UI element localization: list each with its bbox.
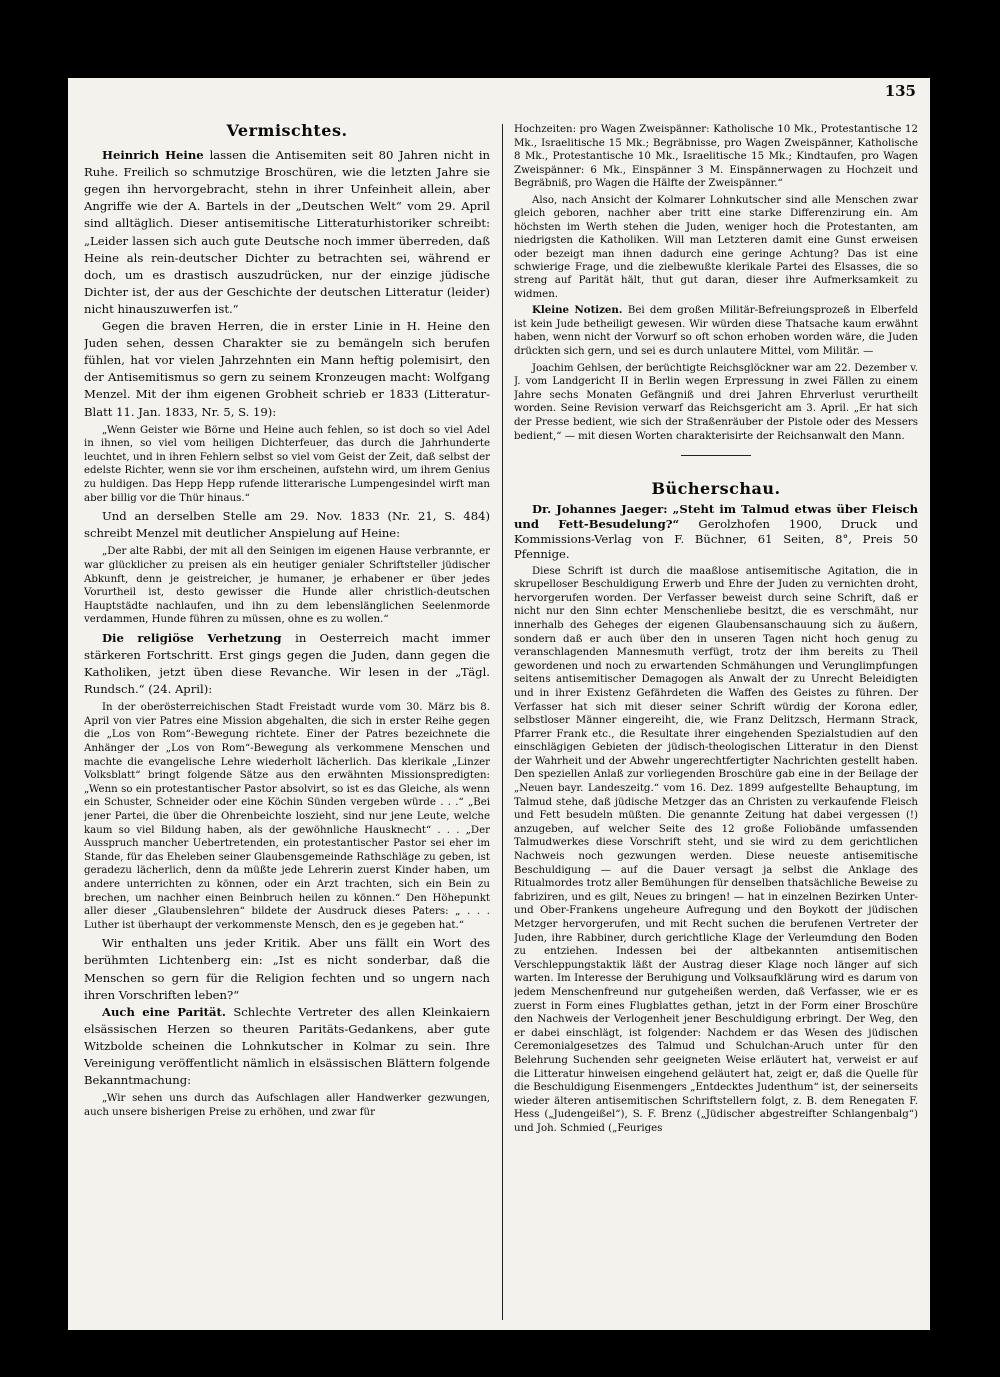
left-paragraph-text: in Oesterreich macht immer stärkeren Fortschritt. Erst gings gegen die Juden, dann gegen die Katholiken, jetzt üben diese Revanche. Wir lesen in der „Tägl. Rundsch.“ (24. April): xyxy=(84,630,490,697)
newspaper-page xyxy=(68,78,930,1330)
left-column-body xyxy=(84,147,490,1119)
left-paragraph-text: Wir enthalten uns jeder Kritik. Aber uns fällt ein Wort des berühmten Lichtenberg ein: „Ist es nicht sonderbar, daß die Menschen so gern für die Religion fechten und so ungern nach ihren Vorschriften leben?“ xyxy=(84,936,490,1002)
left-paragraph xyxy=(84,1004,490,1089)
book-review: Diese Schrift ist durch die maaßlose antisemitische Agitation, die in skrupelloser Beschuldigung Erwerb und Ehre der Juden zu vernichten droht, hervorgerufen worden. Der Verfasser beweist durch seine Schrift, daß er nicht nur den Sinn echter Menschenliebe besitzt, die es verschmäht, nur innerhalb des Geheges der eigenen Glaubensanschauung sich zu äußern, sondern daß er auch über den in unseren Tagen nicht hoch genug zu veranschlagenden Mannesmuth verfügt, trotz der ihm bereits zu Theil gewordenen und noch zu erwartenden Schmähungen und Verunglimpfungen seitens antisemitischer Demagogen als Anwalt der zu Unrecht Beleidigten und in ihrer Existenz Gefährdeten die Waffen des Geistes zu führen. Der Verfasser hat sich mit dieser seiner Schrift würdig der Korona edler, selbstloser Männer eingereiht, die, wie Franz Delitzsch, Hermann Strack, Pfarrer Frank etc., die Resultate ihrer eingehenden Spezialstudien auf den einschlägigen Gebieten der jüdisch-theologischen Litteratur in den Dienst der Wahrheit und der Abwehr ungerechtfertigter Nachrichten gestellt haben. Den speziellen Anlaß zur vorliegenden Broschüre gab eine in der Beilage der „Neuen bayr. Landeszeitg.“ vom 16. Dez. 1899 aufgestellte Behauptung, im Talmud stehe, daß jüdische Metzger das an Christen zu verkaufende Fleisch und Fett besudeln müßten. Die genannte Zeitung hat dabei vergessen (!) anzugeben, auf welcher Seite des 12 große Foliobände umfassenden Talmudwerkes diese Vorschrift steht, und sie wird zu dem gerichtlichen Nachweis noch gezwungen werden. Diese neueste antisemitische Beschuldigung — auf die Dauer versagt ja selbst die Anklage des Ritualmordes trotz aller Bemühungen für denselben thatsächliche Beweise zu fabriziren, und es gilt, Neues zu bringen! — hat in einzelnen Bezirken Unter- und Ober-Frankens ungeheure Aufregung und den Boykott der jüdischen Metzger hervorgerufen, und mit Recht suchen die berufenen Vertreter der Juden, ihre Rabbiner, durch gerichtliche Klage der Verleumdung den Boden zu entziehen. Indessen bei der altbekannten antisemitischen Verschleppungstaktik läßt der Austrag dieser Klage noch länger auf sich warten. Im Interesse der Beruhigung und Volksaufklärung wird es darum von jedem Menschenfreund nur gutgeheißen werden, daß Verfasser, wie er es zuerst in Form eines Flugblattes gethan, jetzt in der Form einer Broschüre den Nachweis der Verlogenheit jener Beschuldigung erbringt. Der Weg, den er dabei einschlägt, ist folgender: Nachdem er das Wesen des jüdischen Ceremonialgesetzes des Talmud und Schulchan-Aruch unter für den Belehrung Suchenden sehr geeigneten Weise erläutert hat, verweist er auf die Litteratur hinweisen eingehend geläutert hat, zeigt er, daß die Quelle für die Beschuldigung Eisenmengers „Entdecktes Judenthum“ ist, der seinerseits wieder älteren antisemitischen Schriftstellern folgt, z. B. dem Renegaten F. Hess („Judengeißel“), S. F. Brenz („Jüdischer abgestreifter Schlangenbalg“) und Joh. Schmied („Feuriges xyxy=(514,565,918,1134)
left-paragraph-text: „Wir sehen uns durch das Aufschlagen aller Handwerker gezwungen, auch unsere bisherigen Preise zu erhöhen, und zwar für xyxy=(84,1093,490,1118)
left-paragraph-text: „Der alte Rabbi, der mit all den Seinigen im eigenen Hause verbrannte, er war glücklicher zu preisen als ein heutiger genialer Schriftsteller jüdischer Abkunft, denn je geistreicher, je humaner, je erhabener er über jedes Vorurtheil ist, desto gewisser die Hunde aller christlich-deutschen Hauptstädte nachlaufen, und ihn zu dem lebenslänglichen Seelenmorde verdammen, Hunde führen zu müssen, ohne es zu wollen.“ xyxy=(84,546,490,626)
right-paragraph-text: Joachim Gehlsen, der berüchtigte Reichsglöckner war am 22. Dezember v. J. vom Landgericht II in Berlin wegen Erpressung in zwei Fällen zu einem Jahre sechs Monaten Gefängniß und drei Jahren Ehrverlust verurtheilt worden. Seine Revision verwarf das Reichsgericht am 3. April. „Er hat sich der Presse bedient, wie sich der Straßenräuber der Pistole oder des Messers bedient,“ — mit diesen Worten charakterisirte der Reichsanwalt den Mann. xyxy=(514,362,918,442)
left-paragraph-lead: Die religiöse Verhetzung xyxy=(102,630,296,645)
right-paragraph-text: Hochzeiten: pro Wagen Zweispänner: Katholische 10 Mk., Protestantische 12 Mk., Israelitische 15 Mk.; Begräbnisse, pro Wagen Zweispänner, Katholische 8 Mk., Protestantische 10 Mk., Israelitische 15 Mk.; Kindtaufen, pro Wagen Zweispänner: 6 Mk., Einspänner 3 M. Einspännerwagen zu Hochzeit und Begräbniß, pro Wagen die Hälfte der Zweispänner.“ xyxy=(514,124,918,190)
right-paragraph xyxy=(514,362,918,444)
right-paragraph-text: Bei dem großen Militär-Befreiungsprozeß in Elberfeld ist kein Jude betheiligt gewesen. Wir würden diese Thatsache kaum erwähnt haben, wenn nicht der Vorwurf so oft schon erhoben worden wäre, die Juden drückten sich gern, und sei es durch unlautere Mittel, vom Militär. — xyxy=(514,305,918,357)
left-paragraph-lead: Auch eine Parität. xyxy=(102,1004,234,1019)
left-paragraph xyxy=(84,508,490,542)
right-column-top xyxy=(514,123,918,443)
left-paragraph-text: In der oberösterreichischen Stadt Freistadt wurde vom 30. März bis 8. April von vier Patres eine Mission abgehalten, die sich in erster Reihe gegen die „Los von Rom“-Bewegung richtete. Einer der Patres bezeichnete die Anhänger der „Los von Rom“-Bewegung als verkommene Menschen und machte die evangelische Lehre wiederholt lächerlich. Das klerikale „Linzer Volksblatt“ bringt folgende Sätze aus den erwähnten Missionspredigten: „Wenn so ein protestantischer Pastor absolvirt, so ist es das Gleiche, als wenn ein Schuster, Schneider oder eine Köchin Sünden vergeben würde . . .“ „Bei jener Partei, die über die Ohrenbeichte loszieht, sind nur jene Leute, welche kaum so viel Bildung haben, als der gewöhnliche Hausknecht“ . . . „Der Ausspruch mancher Uebertretenden, ein protestantischer Pastor sei eher im Stande, für das Eheleben seiner Glaubensgemeinde Rathschläge zu geben, ist geradezu lächerlich, denn da müßte jede Lehrerin zuerst Kinder haben, um andere unterrichten zu können, oder ein Arzt trachten, sich ein Bein zu brechen, um nachher einen Beinbruch heilen zu können.“ Den Höhepunkt aller dieser „Glaubenslehren“ bildete der Ausdruck dieses Paters: „ . . . Luther ist überhaupt der verkommenste Mensch, den es je gegeben hat.“ xyxy=(84,702,490,931)
left-paragraph xyxy=(84,318,490,421)
left-paragraph xyxy=(84,147,490,318)
left-paragraph-lead: Heinrich Heine xyxy=(102,148,210,163)
section-title-vermischtes: Vermischtes. xyxy=(226,122,348,140)
column-divider xyxy=(502,124,503,1320)
book-heading-title: Dr. Johannes Jaeger: „Steht im Talmud etwas über Fleisch und Fett-Besudelung?“ xyxy=(514,501,918,531)
left-paragraph-text: Gegen die braven Herren, die in erster Linie in H. Heine den Juden sehen, dessen Charakter sie zu bemängeln sich berufen fühlen, hat vor vielen Jahrzehnten ein Mann heftig polemisirt, den der Antisemitismus so gern zu seinem Kronzeugen macht: Wolfgang Menzel. Mit der ihm eigenen Grobheit schrieb er 1833 (Litteratur-Blatt 11. Jan. 1833, Nr. 5, S. 19): xyxy=(84,319,490,419)
left-column xyxy=(84,122,490,1322)
right-column xyxy=(514,120,918,1322)
left-paragraph xyxy=(84,424,490,506)
book-heading xyxy=(514,502,918,562)
left-paragraph xyxy=(84,935,490,1003)
right-paragraph-text: Also, nach Ansicht der Kolmarer Lohnkutscher sind alle Menschen zwar gleich geboren, nachher aber tritt eine starke Differenzirung ein. Am höchsten im Werth stehen die Juden, weniger hoch die Protestanten, am niedrigsten die Katholiken. Will man Letzteren damit eine Gunst erweisen oder bezeigt man ihnen dadurch eine geringe Achtung? Das ist eine schwierige Frage, und die zielbewußte klerikale Partei des Elsasses, die so streng auf Parität hält, thut gut daran, dieser ihre Aufmerksamkeit zu widmen. xyxy=(514,194,918,300)
right-paragraph xyxy=(514,123,918,191)
left-paragraph-text: „Wenn Geister wie Börne und Heine auch fehlen, so ist doch so viel Adel in ihnen, so viel vom heiligen Dichterfeuer, das durch die Jahrhunderte leuchtet, und in ihren Fehlern selbst so viel vom Geist der Zeit, daß selbst der edelste Richter, wenn sie vor ihm erscheinen, aufstehn wird, um ihrem Genius zu huldigen. Das Hepp Hepp rufende litterarische Lumpengesindel wirft man aber billig vor die Thür hinaus.“ xyxy=(84,424,490,504)
right-paragraph xyxy=(514,194,918,301)
left-paragraph xyxy=(84,701,490,932)
left-paragraph xyxy=(84,630,490,698)
page-number: 135 xyxy=(884,82,916,100)
section-title-buecherschau: Bücherschau. xyxy=(651,479,781,499)
left-paragraph xyxy=(84,545,490,627)
left-paragraph-text: lassen die Antisemiten seit 80 Jahren nicht in Ruhe. Freilich so schmutzige Broschüren, wie die letzten Jahre sie gegen ihn hervorgebracht, stehn in ihrer Unfeinheit allein, aber Angriffe wie der A. Bartels in der „Deutschen Welt“ vom 29. April sind alltäglich. Dieser antisemitische Litteraturhistoriker schreibt: „Leider lassen sich auch gute Deutsche noch immer überreden, daß Heine als rein-deutscher Dichter zu betrachten sei, während er doch, um es drastisch auszudrücken, nur der einzige jüdische Dichter ist, der aus der Geschichte der deutschen Litteratur (leider) nicht hinauszuwerfen ist.“ xyxy=(84,148,490,316)
right-paragraph xyxy=(514,304,918,358)
book-heading-publisher: Gerolzhofen 1900, Druck und Kommissions-Verlag von F. Büchner, 61 Seiten, 8°, Preis 50 Pfennige. xyxy=(514,516,918,561)
left-paragraph-text: Und an derselben Stelle am 29. Nov. 1833 (Nr. 21, S. 484) schreibt Menzel mit deutlicher Anspielung auf Heine: xyxy=(84,509,490,541)
section-rule xyxy=(681,455,751,456)
left-paragraph-text: Schlechte Vertreter des allen Kleinkaiern elsässischen Herzen so theuren Paritäts-Gedankens, aber gute Witzbolde scheinen die Lohnkutscher in Kolmar zu sein. Ihre Vereinigung veröffentlicht nämlich in elsässischen Blättern folgende Bekanntmachung: xyxy=(84,1004,490,1088)
left-paragraph xyxy=(84,1092,490,1119)
right-paragraph-lead: Kleine Notizen. xyxy=(532,304,628,317)
